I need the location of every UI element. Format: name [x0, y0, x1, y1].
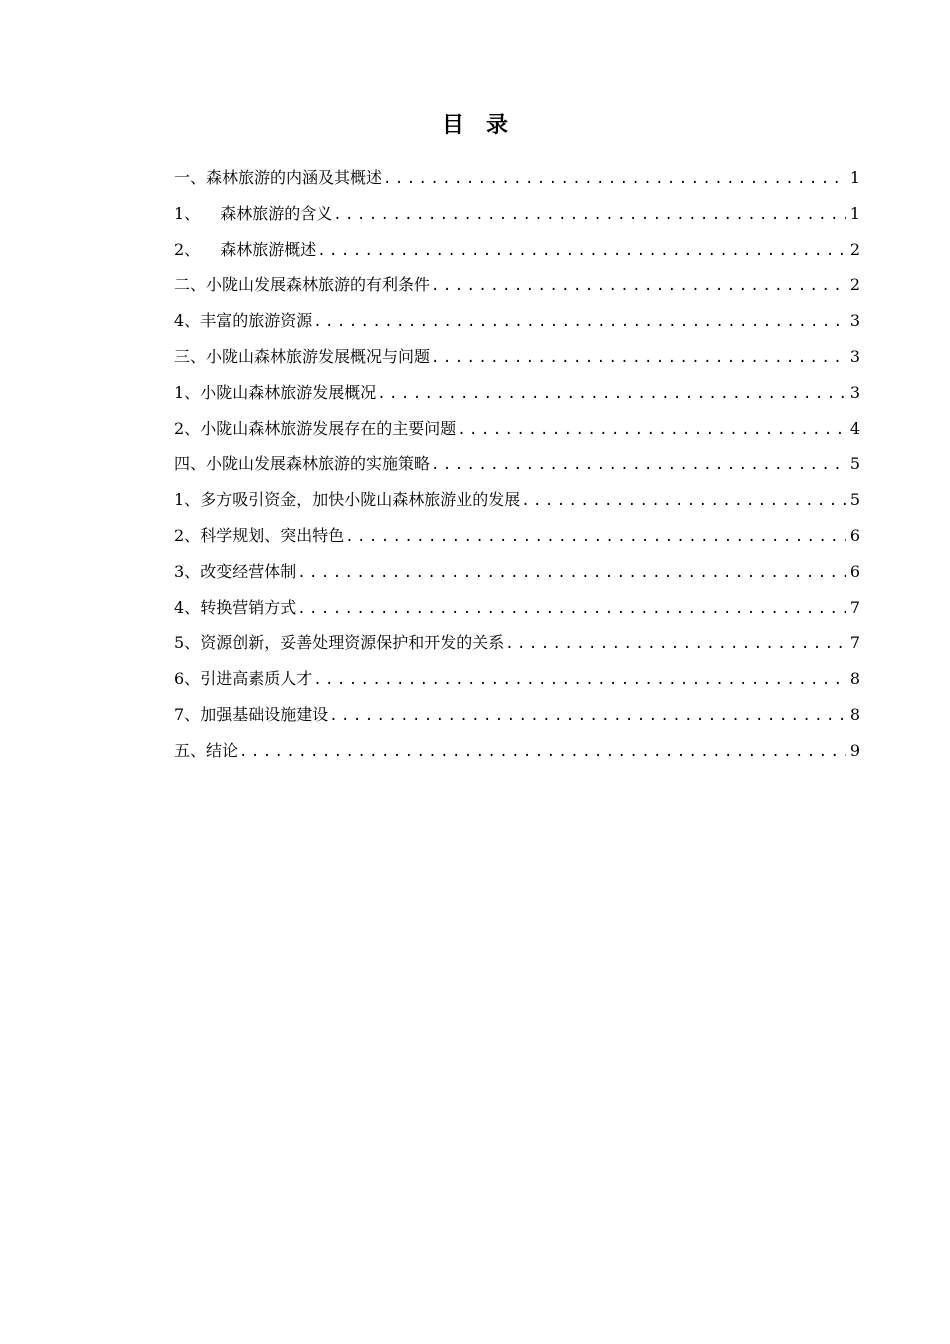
toc-title-part1: 目	[441, 113, 464, 138]
toc-dot-leader	[333, 203, 846, 227]
toc-entry-number: 1、	[174, 490, 201, 510]
toc-entry-label: 小陇山发展森林旅游的实施策略	[206, 454, 431, 474]
toc-entry[interactable]	[174, 309, 860, 345]
toc-entry-page: 3	[849, 346, 860, 366]
toc-entry-number: 五、	[174, 740, 207, 760]
toc-entry-page: 9	[849, 740, 860, 760]
toc-entry-page: 5	[849, 454, 860, 474]
toc-title	[0, 108, 950, 139]
toc-entry[interactable]	[174, 667, 860, 703]
toc-entry-label: 科学规划、突出特色	[200, 525, 345, 545]
toc-entry-page: 2	[849, 239, 860, 259]
toc-entry-label: 森林旅游概述	[220, 239, 317, 259]
toc-entry-page: 1	[849, 203, 860, 223]
toc-list	[174, 166, 860, 775]
toc-entry-number: 1、	[174, 203, 201, 223]
toc-entry-number: 2、	[174, 525, 201, 545]
toc-entry-label: 结论	[206, 740, 239, 760]
toc-entry-number: 2、	[174, 418, 201, 438]
toc-entry-label: 森林旅游的内涵及其概述	[206, 168, 383, 187]
toc-entry[interactable]	[174, 273, 860, 309]
toc-entry-page: 1	[849, 168, 860, 187]
toc-entry-page: 2	[849, 275, 860, 295]
toc-entry-number: 3、	[174, 561, 201, 581]
toc-entry-page: 3	[849, 382, 860, 402]
toc-entry[interactable]	[174, 202, 860, 238]
toc-dot-leader	[457, 418, 846, 442]
toc-entry-number: 7、	[174, 704, 201, 724]
toc-dot-leader	[297, 597, 846, 621]
toc-dot-leader	[313, 310, 846, 334]
toc-entry-label: 小陇山森林旅游发展存在的主要问题	[200, 418, 457, 438]
toc-entry-number: 一、	[174, 168, 207, 187]
toc-entry-page: 3	[849, 311, 860, 331]
toc-entry-label: 改变经营体制	[200, 561, 297, 581]
toc-entry-page: 8	[849, 669, 860, 689]
toc-entry[interactable]	[174, 238, 860, 274]
toc-entry[interactable]	[174, 524, 860, 560]
toc-dot-leader	[313, 668, 846, 692]
toc-entry-label: 引进高素质人才	[200, 669, 313, 689]
toc-dot-leader	[431, 274, 846, 298]
toc-dot-leader	[505, 632, 846, 656]
toc-dot-leader	[431, 453, 846, 477]
toc-entry-page: 6	[849, 561, 860, 581]
toc-entry-number: 5、	[174, 633, 201, 653]
toc-dot-leader	[383, 167, 846, 191]
toc-entry[interactable]	[174, 345, 860, 381]
toc-entry[interactable]	[174, 452, 860, 488]
toc-dot-leader	[521, 489, 846, 513]
toc-entry-label: 多方吸引资金，加快小陇山森林旅游业的发展	[200, 490, 521, 510]
toc-entry-label: 小陇山森林旅游发展概况	[200, 382, 377, 402]
toc-entry[interactable]	[174, 166, 860, 202]
toc-entry-number: 6、	[174, 669, 201, 689]
toc-entry-label: 森林旅游的含义	[220, 203, 333, 223]
toc-entry-page: 7	[849, 633, 860, 653]
toc-entry-number: 三、	[174, 346, 207, 366]
toc-entry-page: 8	[849, 704, 860, 724]
toc-dot-leader	[377, 382, 846, 406]
toc-entry-label: 小陇山发展森林旅游的有利条件	[206, 275, 431, 295]
toc-dot-leader	[317, 239, 846, 263]
toc-title-part2: 录	[486, 113, 509, 138]
toc-dot-leader	[345, 525, 846, 549]
toc-entry[interactable]	[174, 381, 860, 417]
toc-entry-page: 5	[849, 490, 860, 510]
toc-entry[interactable]	[174, 739, 860, 775]
toc-entry-number: 二、	[174, 275, 207, 295]
toc-entry-number: 2、	[174, 239, 201, 259]
toc-dot-leader	[431, 346, 846, 370]
toc-entry-label: 加强基础设施建设	[200, 704, 329, 724]
toc-entry-label: 丰富的旅游资源	[200, 311, 313, 331]
toc-entry-label: 资源创新，妥善处理资源保护和开发的关系	[200, 633, 505, 653]
toc-entry-number: 1、	[174, 382, 201, 402]
toc-entry-label: 转换营销方式	[200, 597, 297, 617]
toc-entry-number: 四、	[174, 454, 207, 474]
toc-entry-number: 4、	[174, 311, 201, 331]
toc-entry[interactable]	[174, 631, 860, 667]
toc-entry[interactable]	[174, 596, 860, 632]
toc-entry[interactable]	[174, 488, 860, 524]
toc-entry[interactable]	[174, 417, 860, 453]
toc-dot-leader	[239, 740, 846, 764]
toc-entry-page: 6	[849, 525, 860, 545]
toc-entry[interactable]	[174, 703, 860, 739]
toc-dot-leader	[297, 561, 846, 585]
toc-entry-number: 4、	[174, 597, 201, 617]
toc-entry-page: 7	[849, 597, 860, 617]
toc-entry-label: 小陇山森林旅游发展概况与问题	[206, 346, 431, 366]
toc-entry-page: 4	[849, 418, 860, 438]
toc-dot-leader	[329, 704, 846, 728]
toc-entry[interactable]	[174, 560, 860, 596]
